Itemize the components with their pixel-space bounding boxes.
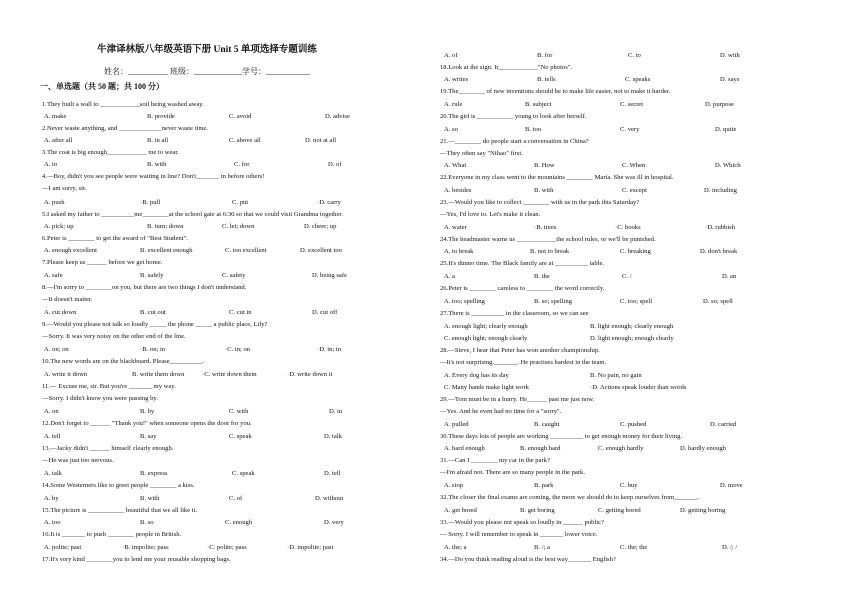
answer-option: B. safely [140, 272, 164, 279]
answer-option: ·C. books [615, 224, 641, 231]
answer-option: C. enough [225, 519, 253, 526]
answer-option: D. an [722, 273, 737, 280]
answer-option: D. including [704, 187, 737, 194]
question-line: 15.The picture is ___________ beautiful that we all like it. [42, 507, 198, 514]
section-heading: 一、单选题（共 50 题；共 100 分） [40, 82, 164, 91]
answer-option: ·B. on; in [140, 346, 166, 353]
question-line: 25.It's dinner time. The Black family are at __________ table. [440, 260, 605, 267]
answer-option: ·D. rubbish [705, 224, 736, 231]
question-line: 27.There is __________ in the classroom, so we can see [440, 310, 589, 317]
question-line: 7.Please keep us ______ before we get home. [42, 259, 163, 266]
answer-option: D. move [720, 482, 743, 489]
answer-option: C. speaks [625, 76, 651, 83]
answer-option: ·C. write down them [202, 371, 257, 378]
answer-option: A. by [44, 495, 59, 502]
answer-option: A. of [444, 52, 458, 59]
question-line: 24.The headmaster warns us ____________the school rules, or we'll be punished. [440, 236, 656, 243]
answer-option: D. says [720, 76, 740, 83]
answer-option: B. for [537, 52, 553, 59]
question-line: —I'm afraid not. There are so many people in the park. [440, 469, 585, 476]
answer-option: D. purpose [705, 101, 734, 108]
answer-option: A. writes [444, 76, 469, 83]
answer-option: B. enough hard [520, 445, 561, 452]
answer-option: D. so; spell [703, 298, 733, 305]
question-line: —Sorry. It was very noisy on the other end of the line. [42, 333, 186, 340]
answer-option: A. rule [444, 101, 463, 108]
answer-option: A. push [44, 199, 65, 206]
answer-option: A. hard enough [444, 445, 485, 452]
answer-option: B. say [140, 433, 157, 440]
answer-option: A. on; on [44, 346, 69, 353]
question-line: 9.—Would you please not talk so loudly _____ the phone _____ a public place, Lily? [42, 321, 268, 328]
answer-option: A. besides [444, 187, 472, 194]
question-line: —He was just too nervous. [42, 457, 114, 464]
answer-option: B. by [140, 408, 155, 415]
answer-option: A. get bored [444, 507, 477, 514]
answer-option: C. When [622, 162, 646, 169]
question-line: 19.The________ of new inventions should be to make life easier, not to make it harder. [440, 88, 671, 95]
answer-option: A. What [444, 162, 467, 169]
answer-option: ·B. impolite; pass [122, 544, 169, 551]
question-line: —Yes, I'd love to. Let's make it clean. [440, 211, 541, 218]
answer-option: B. with [147, 161, 167, 168]
answer-option: D. quite [715, 126, 737, 133]
answer-option: B. How [534, 162, 555, 169]
answer-option: D. with [720, 52, 740, 59]
answer-option: C. breaking [620, 248, 651, 255]
answer-option: C. the; the [620, 544, 648, 551]
question-line: 8.—I'm sorry to ________on you, but there are two things I don't understand. [42, 284, 247, 291]
answer-option: D. hardly enough [680, 445, 726, 452]
worksheet-title: 牛津译林版八年级英语下册 Unit 5 单项选择专题训练 [97, 45, 317, 55]
answer-option: C. let; down [222, 223, 255, 230]
answer-option: A. to [44, 161, 58, 168]
answer-option: A. too; spelling [444, 298, 485, 305]
answer-option: C. secret [620, 101, 644, 108]
answer-option: A. talk [44, 470, 62, 477]
answer-option: D. talk [324, 433, 342, 440]
answer-option: B. write them down [132, 371, 185, 378]
answer-option: B. excellent enough [140, 247, 193, 254]
question-line: 13.—Jacky didn't ______ himself clearly enough. [42, 445, 174, 452]
answer-option: ·D. carry [317, 199, 341, 206]
answer-option: C. pushed [620, 421, 647, 428]
answer-option: C. very [620, 126, 640, 133]
answer-option: C. too; spell [620, 298, 653, 305]
answer-option: C. buy [620, 482, 638, 489]
answer-option: C. put [232, 199, 249, 206]
question-line: 31.—Can I ________ my car in the park? [440, 457, 550, 464]
student-info-line: 姓名：__________ 班级：____________学号：___________ [104, 67, 310, 76]
question-line: —Sorry. I didn't know you were passing by. [42, 395, 158, 402]
answer-option: B. with [534, 187, 554, 194]
answer-option: ·C. polite; pass [207, 544, 247, 551]
question-line: 18.Look at the sign. It____________"No photos". [440, 64, 573, 71]
question-line: 21.—________ do people start a conversation in China? [440, 138, 589, 145]
answer-option: B. No pain, no gain [590, 372, 642, 379]
answer-option: D. carried [710, 421, 737, 428]
answer-option: ·B. pull [140, 199, 161, 206]
question-line: 4.—Boy, didn't you see people were waiting in line? Don't_______ in before others! [42, 173, 265, 180]
answer-option: D. tell [324, 470, 341, 477]
answer-option: A. safe [44, 272, 63, 279]
question-line: —It doesn't matter. [42, 296, 93, 303]
answer-option: A. polite; past [44, 544, 82, 551]
question-line: 16.It is _______ to push ________ people in British. [42, 531, 182, 538]
answer-option: C. too excellent [225, 247, 267, 254]
answer-option: ·D. Actions speak louder than words [590, 384, 687, 391]
answer-option: B. with [140, 495, 160, 502]
answer-option: B. turn; down [147, 223, 184, 230]
answer-option: C. of [229, 495, 243, 502]
answer-option: ·D. write down it [287, 371, 333, 378]
answer-option: D. being safe [312, 272, 347, 279]
answer-option: C. avoid [229, 113, 252, 120]
answer-option: B. in all [147, 137, 169, 144]
question-line: 23.—Would you like to collect ________ with us in the park this Saturday? [440, 199, 640, 206]
answer-option: B. subject [525, 101, 552, 108]
answer-option: C. Many hands make light work [444, 384, 529, 391]
answer-option: A. so [444, 126, 458, 133]
answer-option: ·C. in; on [225, 346, 251, 353]
answer-option: D. very [324, 519, 344, 526]
question-line: 29.—Tom must be in a hurry. He______ past me just now. [440, 396, 595, 403]
question-line: — Sorry. I will remember to speak in _______ lower voice. [440, 531, 598, 538]
answer-option: A. Every dog has its day [444, 372, 509, 379]
answer-option: C. / [622, 273, 632, 280]
answer-option: A. tell [44, 433, 61, 440]
answer-option: A. too [44, 519, 61, 526]
answer-option: B. express [140, 470, 168, 477]
question-line: 5.I asked my father to __________me________at the school gate at 6:30 so that we could visit Grandma together. [42, 211, 343, 218]
answer-option: C. enough light; enough clearly [444, 335, 528, 342]
answer-option: A. a [444, 273, 455, 280]
question-line: 6.Peter is ________ to get the award of "Best Student". [42, 235, 188, 242]
answer-option: B. cut out [140, 309, 166, 316]
question-line: —They often say "Nihao" first. [440, 150, 523, 157]
answer-option: D. don't break [700, 248, 738, 255]
answer-option: D. not at all [305, 137, 337, 144]
answer-option: A. the; a [444, 544, 467, 551]
answer-option: B. so; spelling [534, 298, 572, 305]
answer-option: B. the [534, 273, 550, 280]
answer-option: D. of [328, 161, 342, 168]
answer-option: A. write it down [44, 371, 88, 378]
question-line: —I am sorry, sir. [42, 185, 87, 192]
answer-option: D. getting boring [680, 507, 726, 514]
question-line: —It's not surprising._______. He practises hardest in the team. [440, 359, 607, 366]
question-line: 34.—Do you think reading aloud is the best way_______ English? [440, 556, 616, 563]
answer-option: D. light enough; enough clearly [590, 335, 674, 342]
answer-option: A. after all [44, 137, 73, 144]
question-line: 28.—Steve, I hear that Peter has won another championship. [440, 347, 600, 354]
answer-option: C. with [229, 408, 249, 415]
question-line: 30.These days lots of people are working __________ to get enough money for their living. [440, 433, 683, 440]
answer-option: D. cheer; up [304, 223, 337, 230]
question-line: —Yes. And he even had no time for a "sorry". [440, 408, 562, 415]
answer-option: B. so [140, 519, 154, 526]
answer-option: ·B. trees [534, 224, 557, 231]
question-line: 32.The closer the final exams are coming, the more we should do to keep ourselves from_______. [440, 494, 699, 501]
answer-option: D. excellent too [300, 247, 342, 254]
answer-option: B. light enough; clearly enough [590, 323, 674, 330]
question-line: 3.The coat is big enough____________ me to wear. [42, 149, 179, 156]
answer-option: B. park [534, 482, 554, 489]
answer-option: C. getting bored [598, 507, 641, 514]
answer-option: A. water [444, 224, 467, 231]
answer-option: D. cut off [312, 309, 338, 316]
answer-option: B. tells [537, 76, 556, 83]
answer-option: C. enough hardly [598, 445, 644, 452]
answer-option: B. caught [534, 421, 560, 428]
question-line: 20.The girl is ___________ young to look after herself. [440, 113, 587, 120]
answer-option: A. enough excellent [44, 247, 97, 254]
answer-option: ·D. in; in [317, 346, 341, 353]
answer-option: A. to break [444, 248, 474, 255]
answer-option: C. speak [229, 433, 252, 440]
answer-option: ·D. impolite; past [287, 544, 334, 551]
answer-option: B. too [525, 126, 542, 133]
question-line: 14.Some Westerners like to greet people ________ a kiss. [42, 482, 195, 489]
answer-option: A. pulled [444, 421, 469, 428]
answer-option: D. /; / [722, 544, 738, 551]
answer-option: C. except [622, 187, 647, 194]
answer-option: C. speak [232, 470, 255, 477]
question-line: 17.It's very kind ________you to lend me your reusable shopping bags. [42, 556, 231, 563]
answer-option: C. cut in [229, 309, 252, 316]
answer-option: C. to [628, 52, 641, 59]
answer-option: A. stop [444, 482, 464, 489]
answer-option: D. without [315, 495, 344, 502]
answer-option: A. enough light; clearly enough [444, 323, 528, 330]
answer-option: A. cut down [44, 309, 77, 316]
answer-option: B. get boring [520, 507, 555, 514]
answer-option: B. provide [147, 113, 175, 120]
answer-option: B. not to break [530, 248, 570, 255]
answer-option: A. make [44, 113, 67, 120]
question-line: 26.Peter is ________ careless to ________ the word correctly. [440, 285, 605, 292]
answer-option: C. above all [229, 137, 261, 144]
question-line: 22.Everyone in my class went to the mountains ________ Maria. She was ill in hospital. [440, 174, 674, 181]
answer-option: C. for [234, 161, 250, 168]
question-line: 1.They built a wall to ____________soil being washed away. [42, 101, 204, 108]
answer-option: A. on [44, 408, 59, 415]
right-column [440, 0, 745, 608]
question-line: 10.The new words are on the blackboard. Please__________. [42, 358, 205, 365]
answer-option: D. Which [715, 162, 741, 169]
question-line: 12.Don't forget to ______ "Thank you!" when someone opens the door for you. [42, 420, 252, 427]
answer-option: D. advise [325, 113, 350, 120]
question-line: 2.Never waste anything, and _____________never waste time. [42, 125, 209, 132]
answer-option: C. safety [222, 272, 246, 279]
left-column [42, 0, 372, 608]
question-line: 11.— Excuse me, sir. But you're _______ my way. [42, 383, 176, 390]
answer-option: A. pick; up [44, 223, 74, 230]
question-line: 33.—Would you please not speak so loudly in ______ public? [440, 519, 604, 526]
answer-option: D. in [329, 408, 343, 415]
answer-option: B. /; a [534, 544, 550, 551]
